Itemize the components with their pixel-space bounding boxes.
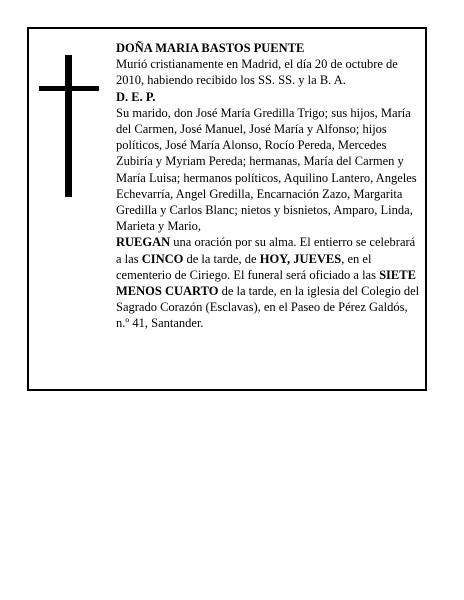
death-statement: Murió cristianamente en Madrid, el día 20 de octubre de 2010, habiendo recibido los SS. SS. y la B. A.	[116, 57, 398, 88]
funeral-time: SIETE MENOS CUARTO	[116, 267, 416, 299]
notice-text	[116, 40, 420, 332]
obituary-notice	[27, 27, 427, 391]
family-members: Su marido, don José María Gredilla Trigo; sus hijos, María del Carmen, José Manuel, José María y Alfonso; hijos políticos, José María Alonso, Rocío Pereda, Mercedes Zubiría y Myriam Pereda; hermanas, María del Carmen y María Luisa; hermanos políticos, Aquilino Lantero, Angeles Echevarría, Angel Gredilla, Encarnación Zazo, Margarita Gredilla y Carlos Blanc; nietos y bisnietos, Amparo, Linda, Marieta y Mario,	[116, 105, 417, 234]
ruegan-word: RUEGAN	[116, 235, 171, 250]
rest-in-peace: D. E. P.	[116, 89, 156, 104]
burial-text-3: , en el cementerio de Ciriego. El funeral será oficiado a las	[116, 251, 380, 282]
burial-text-1: una oración por su alma. El entierro se celebrará a las	[116, 235, 416, 266]
cross-horizontal-bar	[39, 86, 99, 91]
funeral-text-4: de la tarde, en la iglesia del Colegio del Sagrado Corazón (Esclavas), en el Paseo de Pérez Galdós, n.º 41, Santander.	[116, 284, 420, 331]
deceased-name: DOÑA MARIA BASTOS PUENTE	[116, 41, 305, 55]
burial-time: CINCO	[141, 251, 184, 266]
cross-icon	[39, 55, 99, 197]
family-list	[116, 105, 420, 332]
burial-day: HOY, JUEVES	[259, 251, 342, 266]
cross-vertical-bar	[65, 55, 72, 197]
burial-text-2: de la tarde, de	[183, 251, 260, 266]
